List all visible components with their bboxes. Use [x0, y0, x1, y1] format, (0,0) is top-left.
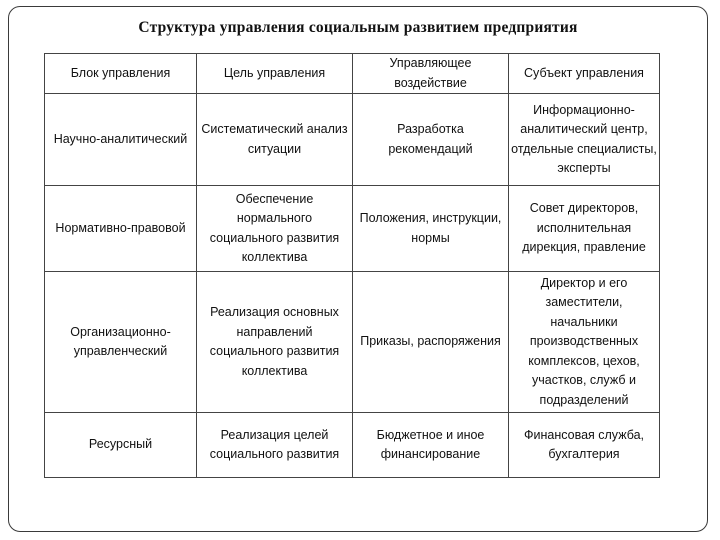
- header-influence: Управляющее воздействие: [353, 54, 509, 94]
- cell-influence: Положения, инструкции, нормы: [353, 186, 509, 272]
- cell-influence: Бюджетное и иное финансирование: [353, 413, 509, 478]
- cell-block: Научно-аналитический: [45, 94, 197, 186]
- table-row: [45, 94, 660, 186]
- table-row: [45, 413, 660, 478]
- cell-subject: Совет директоров, исполнительная дирекция, правление: [509, 186, 660, 272]
- cell-subject: Директор и его заместители, начальники производственных комплексов, цехов, участков, служб и подразделений: [509, 272, 660, 413]
- management-structure-table: [44, 53, 660, 478]
- cell-goal: Реализация целей социального развития: [197, 413, 353, 478]
- header-goal: Цель управления: [197, 54, 353, 94]
- cell-influence: Приказы, распоряжения: [353, 272, 509, 413]
- table-row: [45, 186, 660, 272]
- table-row: [45, 272, 660, 413]
- cell-influence: Разработка рекомендаций: [353, 94, 509, 186]
- cell-goal: Реализация основных направлений социального развития коллектива: [197, 272, 353, 413]
- cell-goal: Систематический анализ ситуации: [197, 94, 353, 186]
- table-header-row: [45, 54, 660, 94]
- cell-block: Организационно- управленческий: [45, 272, 197, 413]
- cell-subject: Информационно- аналитический центр, отдельные специалисты, эксперты: [509, 94, 660, 186]
- cell-subject: Финансовая служба, бухгалтерия: [509, 413, 660, 478]
- header-block: Блок управления: [45, 54, 197, 94]
- cell-goal: Обеспечение нормального социального развития коллектива: [197, 186, 353, 272]
- cell-block: Нормативно-правовой: [45, 186, 197, 272]
- header-subject: Субъект управления: [509, 54, 660, 94]
- slide-title: Структура управления социальным развитием предприятия: [138, 19, 578, 36]
- cell-block: Ресурсный: [45, 413, 197, 478]
